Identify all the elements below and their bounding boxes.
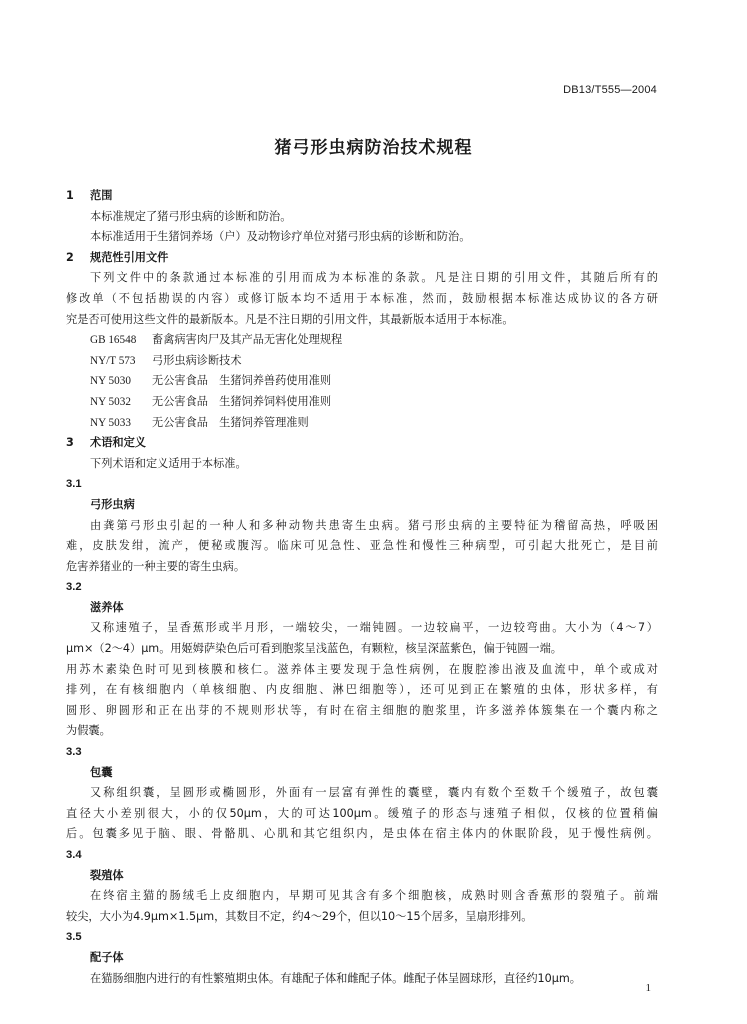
paragraph-line: 难，皮肤发绀，流产，便秘或腹泻。临床可见急性、亚急性和慢性三种病型，可引起大批死亡，是目前 [66,539,658,553]
section-title: 术语和定义 [90,436,146,450]
section-2-heading [66,248,658,269]
section-number: 3 [66,436,74,450]
term-title: 滋养体 [90,600,124,614]
reference-title: 畜禽病害肉尸及其产品无害化处理规程 [152,333,343,347]
paragraph-line: 又称组织囊，呈圆形或椭圆形，外面有一层富有弹性的囊壁，囊内有数个至数千个缓殖子，故包囊 [90,786,658,800]
paragraph-line: 下列文件中的条款通过本标准的引用而成为本标准的条款。凡是注日期的引用文件，其随后所有的 [90,271,658,285]
subsection-number: 3.1 [66,478,82,491]
paragraph-line: 在猫肠细胞内进行的有性繁殖期虫体。有雄配子体和雌配子体。雌配子体呈圆球形，直径约10μm。 [90,971,581,985]
term-title: 弓形虫病 [90,497,135,511]
paragraph-line: 后。包囊多见于脑、眼、骨骼肌、心肌和其它组织内，是虫体在宿主体内的休眠阶段，见于慢性病例。 [66,827,658,841]
term-title: 配子体 [90,950,124,964]
section-number: 2 [66,250,74,264]
section-1-heading [66,186,658,207]
reference-title: 无公害食品 生猪饲养兽药使用准则 [152,374,332,388]
paragraph-line: 用苏木素染色时可见到核膜和核仁。滋养体主要发现于急性病例，在腹腔渗出液及血流中，单个或成对 [66,662,658,676]
subsection-number: 3.5 [66,931,82,944]
subsection-number: 3.3 [66,746,82,759]
subsection-number: 3.4 [66,849,82,861]
section-3-heading [66,433,658,454]
reference-item [66,392,658,413]
section-number: 1 [66,189,74,202]
reference-code: NY 5033 [90,416,131,429]
reference-item [66,413,658,434]
paragraph-line: 究是否可使用这些文件的最新版本。凡是不注日期的引用文件，其最新版本适用于本标准。 [66,312,514,326]
reference-code: NY 5030 [90,375,131,388]
paragraph-line: 排列，在有核细胞内（单核细胞、内皮细胞、淋巴细胞等），还可见到正在繁殖的虫体，形状多样，有 [66,683,658,697]
reference-title: 无公害食品 生猪饲养饲料使用准则 [152,394,332,408]
paragraph-line: 较尖，大小为4.9μm×1.5μm，其数目不定，约4～29个，但以10～15个居多，呈扇形排列。 [66,909,533,923]
reference-code: NY 5032 [90,395,131,408]
document-title: 猪弓形虫病防治技术规程 [274,138,473,158]
reference-item [66,330,658,351]
section-title: 范围 [90,189,113,202]
paragraph-line: 又称速殖子，呈香蕉形或半月形，一端较尖，一端钝圆。一边较扁平，一边较弯曲。大小为（4～7） [90,621,658,635]
reference-title: 无公害食品 生猪饲养管理准则 [152,415,309,429]
reference-title: 弓形虫病诊断技术 [152,353,242,367]
paragraph-line: 下列术语和定义适用于本标准。 [90,456,247,470]
paragraph-line: 由龚第弓形虫引起的一种人和多种动物共患寄生虫病。猪弓形虫病的主要特征为稽留高热，呼吸困 [90,518,658,532]
reference-code: GB 16548 [90,334,137,347]
page-number: 1 [645,982,651,994]
document-body [66,186,658,989]
document-code: DB13/T555—2004 [563,84,657,96]
paragraph-line: 为假囊。 [66,724,111,738]
paragraph-line: 在终宿主猫的肠绒毛上皮细胞内，早期可见其含有多个细胞核，成熟时则含香蕉形的裂殖子。前端 [90,889,658,903]
paragraph-line: 直径大小差别很大，小的仅50μm，大的可达100μm。缓殖子的形态与速殖子相似，仅核的位置稍偏 [66,806,658,820]
reference-item [66,351,658,372]
subsection-number: 3.2 [66,581,82,594]
reference-code: NY/T 573 [90,354,136,367]
term-title: 裂殖体 [90,868,124,882]
paragraph-line: 本标准规定了猪弓形虫病的诊断和防治。 [90,209,292,223]
section-title: 规范性引用文件 [90,250,169,264]
term-title: 包囊 [90,765,113,779]
paragraph-line: 危害养猪业的一种主要的寄生虫病。 [66,559,246,573]
paragraph-line: 本标准适用于生猪饲养场（户）及动物诊疗单位对猪弓形虫病的诊断和防治。 [90,230,471,244]
paragraph-line: 修改单（不包括勘误的内容）或修订版本均不适用于本标准，然而，鼓励根据本标准达成协议的各方研 [66,291,658,305]
paragraph-line: μm×（2～4）μm。用姬姆萨染色后可看到胞浆呈浅蓝色，有颗粒，核呈深蓝紫色，偏于钝圆一端。 [66,642,562,656]
paragraph-line: 圆形、卵圆形和正在出芽的不规则形状等，有时在宿主细胞的胞浆里，许多滋养体簇集在一个囊内称之 [66,703,658,717]
reference-item [66,371,658,392]
